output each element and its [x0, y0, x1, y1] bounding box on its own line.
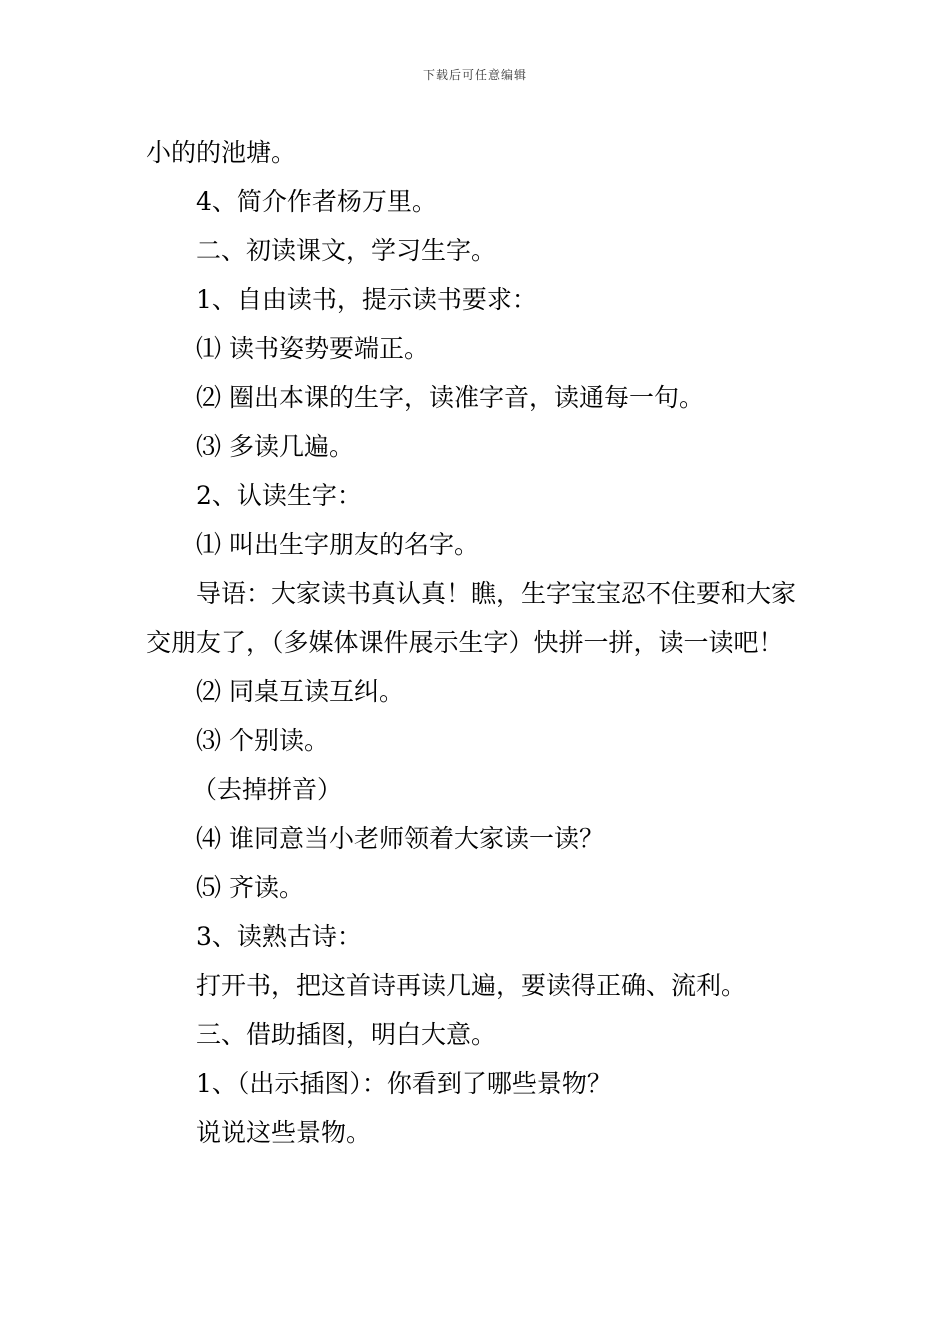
text-line: ⑶ 个别读。: [196, 726, 329, 755]
text-line: 2、认读生字：: [196, 481, 362, 510]
text-line: 说说这些景物。: [196, 1118, 372, 1147]
text-line: ⑵ 同桌互读互纠。: [196, 677, 404, 706]
text-line: ⑶ 多读几遍。: [196, 432, 354, 461]
text-line: ⑴ 叫出生字朋友的名字。: [196, 530, 479, 559]
document-body: [146, 128, 814, 1157]
text-line: （去掉拼音）: [192, 775, 343, 804]
text-line: ⑴ 读书姿势要端正。: [196, 334, 429, 363]
text-line: ⑸ 齐读。: [196, 873, 304, 902]
text-line: 1、自由读书，提示读书要求：: [196, 285, 537, 314]
page-header: 下载后可任意编辑: [422, 68, 527, 82]
text-line: 打开书，把这首诗再读几遍，要读得正确、流利。: [196, 971, 747, 1000]
text-line: 三、借助插图，明白大意。: [196, 1020, 497, 1049]
text-line: ⑷ 谁同意当小老师领着大家读一读？: [196, 824, 604, 853]
text-line: ⑵ 圈出本课的生字，读准字音，读通每一句。: [196, 383, 704, 412]
text-line: 3、读熟古诗：: [196, 922, 362, 951]
text-line: 1、（出示插图）：你看到了哪些景物？: [196, 1069, 612, 1098]
text-line: 小的的池塘。: [146, 138, 297, 167]
text-line: 4、简介作者杨万里。: [196, 187, 437, 216]
text-line: 二、初读课文，学习生字。: [196, 236, 497, 265]
text-paragraph: 导语：大家读书真认真！瞧，生字宝宝忍不住要和大家交朋友了，（多媒体课件展示生字）快拼一拼，读一读吧！: [146, 579, 797, 657]
